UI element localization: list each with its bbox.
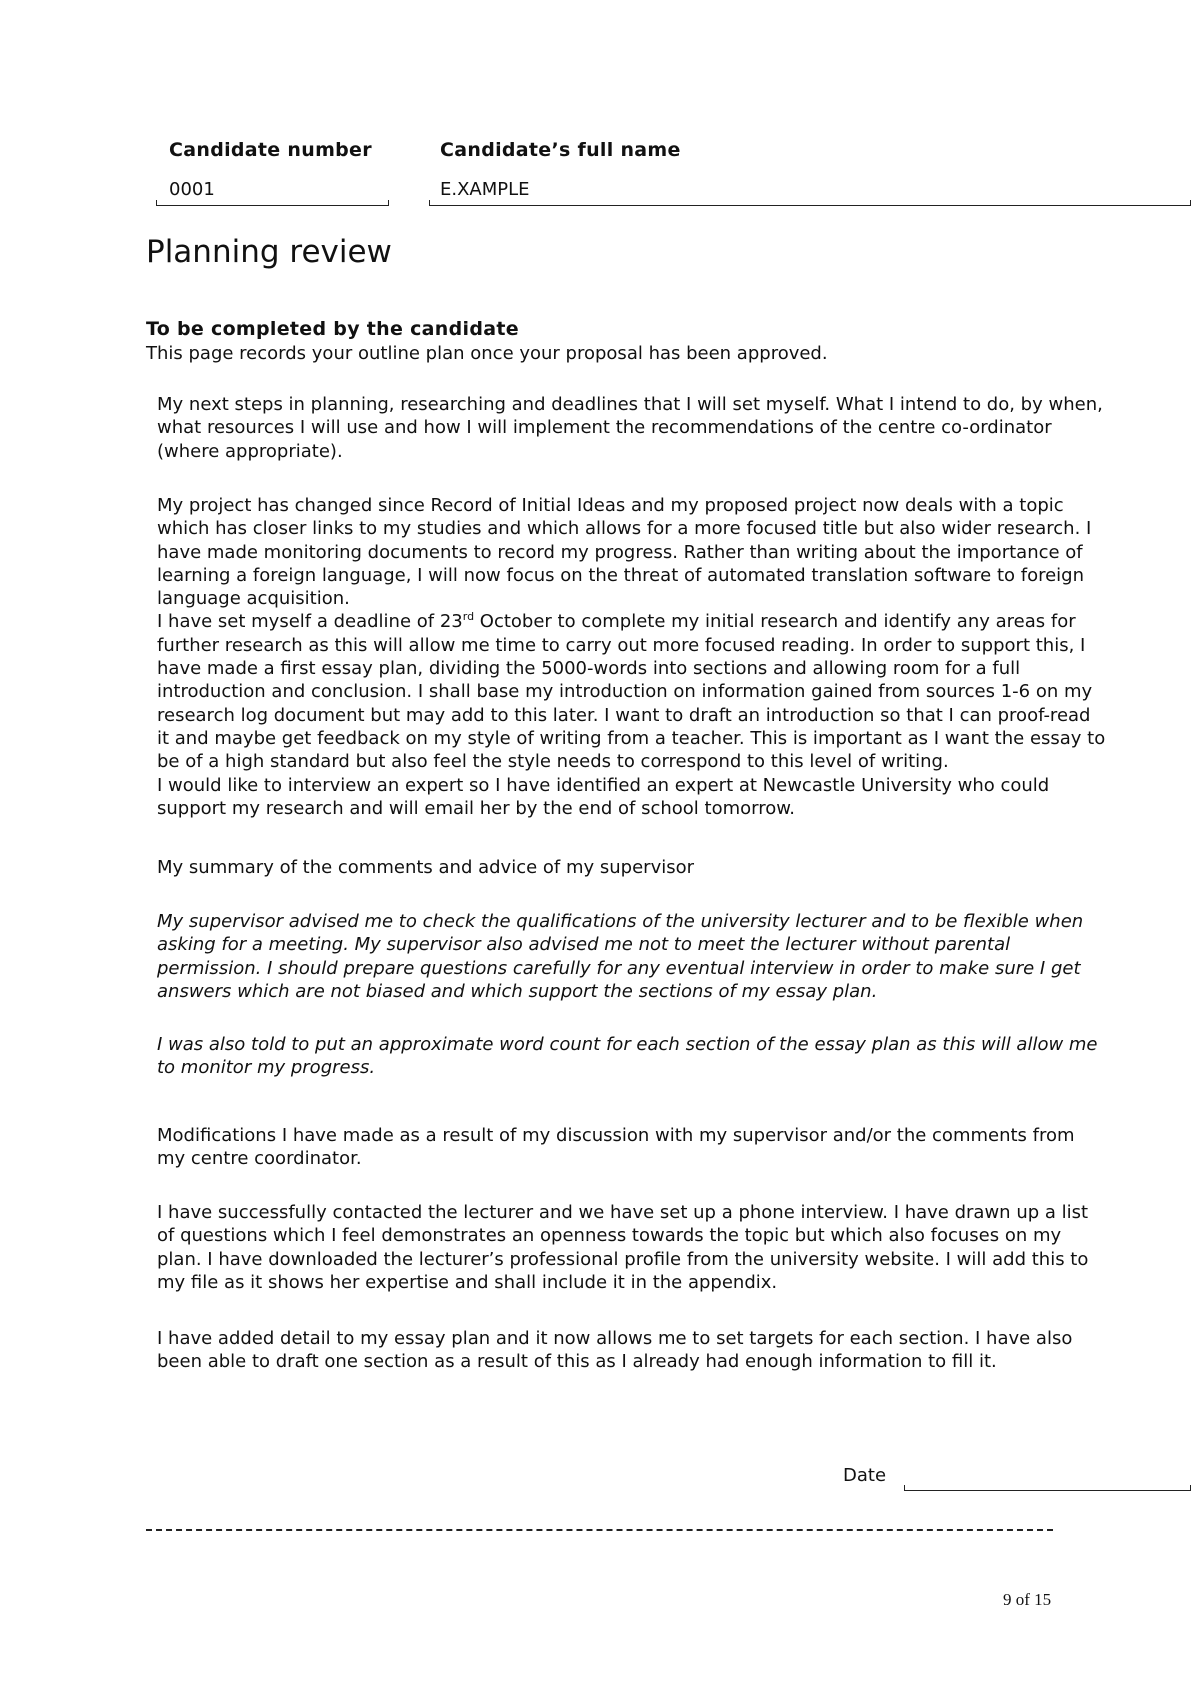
next-steps-answer[interactable] [157, 494, 1107, 820]
supervisor-heading: My summary of the comments and advice of my supervisor [157, 857, 695, 878]
ordinal-suffix: rd [462, 610, 475, 624]
candidate-name-label: Candidate’s full name [440, 139, 681, 161]
page-number: 9 of 15 [1003, 1590, 1052, 1609]
next-steps-paragraph-2 [157, 610, 1107, 773]
next-steps-prompt: My next steps in planning, researching and deadlines that I will set myself. What I intend to do, by when, what resources I will use and how I will implement the recommendations of the centre co-ordinator (where appropriate). [157, 394, 1103, 462]
next-steps-paragraph-3: I would like to interview an expert so I have identified an expert at Newcastle University who could support my research and will email her by the end of school tomorrow. [157, 774, 1050, 819]
date-field[interactable] [904, 1485, 1191, 1491]
supervisor-comment-2[interactable]: I was also told to put an approximate word count for each section of the essay plan as this will allow me to monitor my progress. [157, 1034, 1098, 1079]
candidate-name-value: E.XAMPLE [440, 179, 530, 200]
next-steps-paragraph-1: My project has changed since Record of Initial Ideas and my proposed project now deals with a topic which has closer links to my studies and which allows for a more focused title but also wider research. I have made monitoring documents to record my progress. Rather than writing about the importance of learning a foreign language, I will now focus on the threat of automated translation software to foreign language acquisition. [157, 495, 1092, 610]
candidate-name-field[interactable] [429, 200, 1191, 206]
candidate-number-value: 0001 [169, 179, 215, 200]
modifications-paragraph-1[interactable]: I have successfully contacted the lecturer and we have set up a phone interview. I have drawn up a list of questions which I feel demonstrates an openness towards the topic but which also focuses on my plan. I have downloaded the lecturer’s professional profile from the university website. I will add this to my file as it shows her expertise and shall include it in the appendix. [157, 1202, 1089, 1293]
section-description: This page records your outline plan once your proposal has been approved. [146, 343, 828, 364]
next-steps-paragraph-2-end: October to complete my initial research and identify any areas for further research as this will allow me time to carry out more focused reading. In order to support this, I have made a first essay plan, dividing the 5000-words into sections and allowing room for a full introduction and conclusion. I shall base my introduction on information gained from sources 1-6 on my research log document but may add to this later. I want to draft an introduction so that I can proof-read it and maybe get feedback on my style of writing from a teacher. This is important as I want the essay to be of a high standard but also feel the style needs to correspond to this level of writing. [157, 611, 1106, 773]
dashed-separator [146, 1529, 1053, 1531]
modifications-heading: Modifications I have made as a result of my discussion with my supervisor and/or the comments from my centre coordinator. [157, 1125, 1075, 1170]
modifications-paragraph-2[interactable]: I have added detail to my essay plan and it now allows me to set targets for each section. I have also been able to draft one section as a result of this as I already had enough information to fill it. [157, 1328, 1073, 1373]
next-steps-paragraph-2-start: I have set myself a deadline of 23 [157, 611, 463, 633]
candidate-number-label: Candidate number [169, 139, 372, 161]
candidate-number-field[interactable] [156, 200, 389, 206]
supervisor-comment-1[interactable]: My supervisor advised me to check the qualifications of the university lecturer and to be flexible when asking for a meeting. My supervisor also advised me not to meet the lecturer without parental permission. I should prepare questions carefully for any eventual interview in order to make sure I get answers which are not biased and which support the sections of my essay plan. [157, 911, 1084, 1002]
date-label: Date [843, 1465, 887, 1486]
section-subheading: To be completed by the candidate [146, 318, 519, 340]
page-title: Planning review [146, 234, 392, 270]
